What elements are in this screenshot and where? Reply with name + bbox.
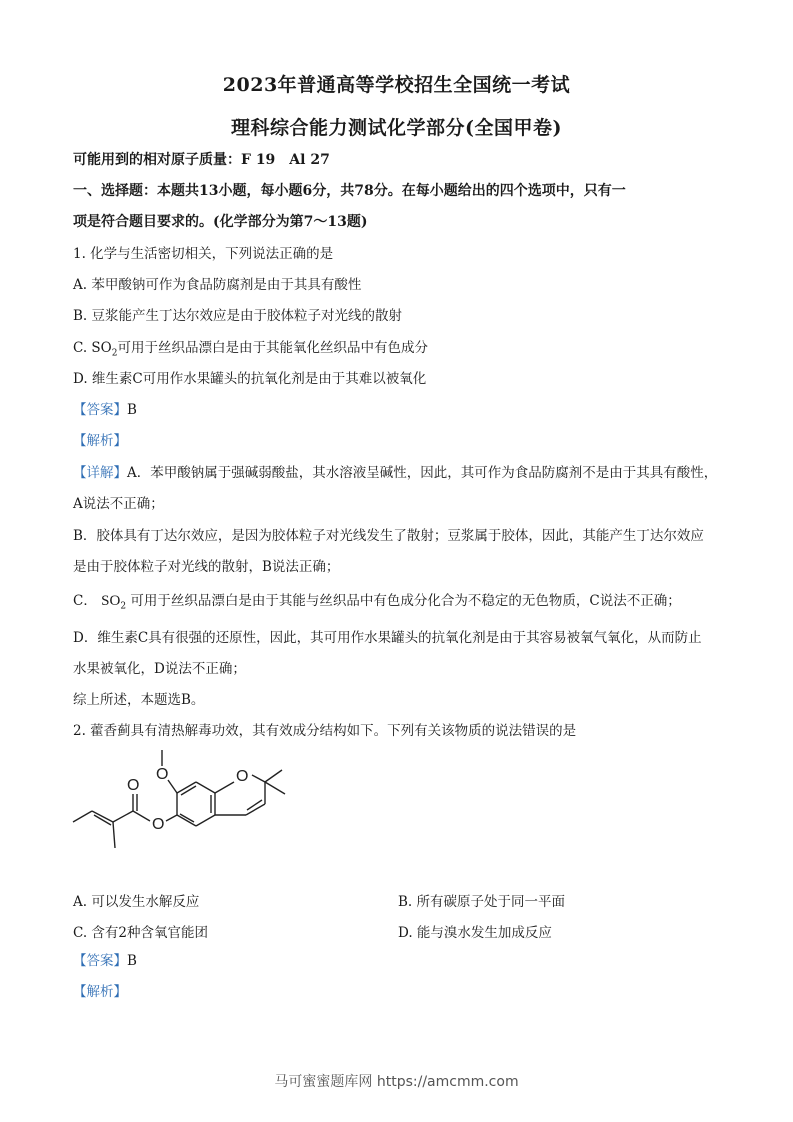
structure-bonds [73, 750, 285, 848]
q2-stem: 2. 藿香蓟具有清热解毒功效，其有效成分结构如下。下列有关该物质的说法错误的是 [73, 723, 577, 739]
molecular-structure-diagram [70, 748, 310, 860]
q1-detail-c [73, 592, 733, 616]
q2-option-c: C. 含有2种含氧官能团 [73, 925, 209, 941]
section-intro-line1: 一、选择题：本题共13小题，每小题6分，共78分。在每小题给出的四个选项中，只有一 [73, 183, 626, 199]
q2-analysis-tag: 【解析】 [73, 984, 127, 1000]
detail-c-rest: 可用于丝织品漂白是由于其能与丝织品中有色成分化合为不稳定的无色物质，C说法不正确； [130, 593, 681, 609]
q1-answer [73, 401, 733, 419]
carbonyl-oxygen-label: O [127, 777, 140, 794]
q1-detail-a1 [73, 464, 733, 482]
q2-answer-value: B [127, 953, 137, 969]
q1-detail-a2: A说法不正确； [73, 496, 164, 512]
q2-option-b: B. 所有碳原子处于同一平面 [398, 894, 566, 910]
q1-option-d: D. 维生素C可用作水果罐头的抗氧化剂是由于其难以被氧化 [73, 371, 427, 387]
q1-summary: 综上所述，本题选B。 [73, 692, 205, 708]
ring-oxygen-label: O [236, 768, 249, 785]
q2-option-a: A. 可以发生水解反应 [73, 894, 200, 910]
q1-detail-b2: 是由于胶体粒子对光线的散射，B说法正确； [73, 559, 340, 575]
q1-option-c-prefix: C. SO [73, 340, 112, 356]
q2-answer-tag: 【答案】 [73, 953, 127, 969]
q1-option-c [73, 339, 733, 363]
page-subtitle: 理科综合能力测试化学部分(全国甲卷) [231, 117, 562, 139]
atomic-mass-note: 可能用到的相对原子质量：F 19 Al 27 [73, 152, 330, 168]
q1-stem: 1. 化学与生活密切相关，下列说法正确的是 [73, 246, 334, 262]
detail-c-sub: 2 [120, 601, 127, 612]
methoxy-oxygen-label: O [156, 766, 169, 783]
footer-watermark: 马可蜜蜜题库网 https://amcmm.com [274, 1074, 519, 1090]
q1-option-c-rest: 可用于丝织品漂白是由于其能氧化丝织品中有色成分 [117, 340, 428, 356]
q1-option-b: B. 豆浆能产生丁达尔效应是由于胶体粒子对光线的散射 [73, 308, 403, 324]
detail-a1-text: A．苯甲酸钠属于强碱弱酸盐，其水溶液呈碱性，因此，其可作为食品防腐剂不是由于其具有酸性， [127, 465, 718, 481]
q1-analysis-tag: 【解析】 [73, 433, 127, 449]
q1-option-a: A. 苯甲酸钠可作为食品防腐剂是由于其具有酸性 [73, 277, 362, 293]
q2-option-d: D. 能与溴水发生加成反应 [398, 925, 552, 941]
ester-oxygen-label: O [152, 816, 165, 833]
q2-answer [73, 952, 733, 970]
answer-tag: 【答案】 [73, 402, 127, 418]
detail-tag: 【详解】 [73, 465, 127, 481]
answer-value: B [127, 402, 137, 418]
q1-detail-d1: D．维生素C具有很强的还原性，因此，其可用作水果罐头的抗氧化剂是由于其容易被氧气氧化，从而防止 [73, 630, 702, 646]
section-intro-line2: 项是符合题目要求的。(化学部分为第7～13题) [73, 214, 368, 230]
q1-option-c-sub: 2 [111, 348, 118, 359]
detail-c-prefix: C． [73, 593, 97, 609]
q1-detail-d2: 水果被氧化，D说法不正确； [73, 661, 246, 677]
detail-c-formula: SO [101, 593, 121, 609]
page-title: 2023年普通高等学校招生全国统一考试 [222, 74, 571, 96]
q1-detail-b1: B．胶体具有丁达尔效应，是因为胶体粒子对光线发生了散射；豆浆属于胶体，因此，其能产生丁达尔效应 [73, 528, 704, 544]
